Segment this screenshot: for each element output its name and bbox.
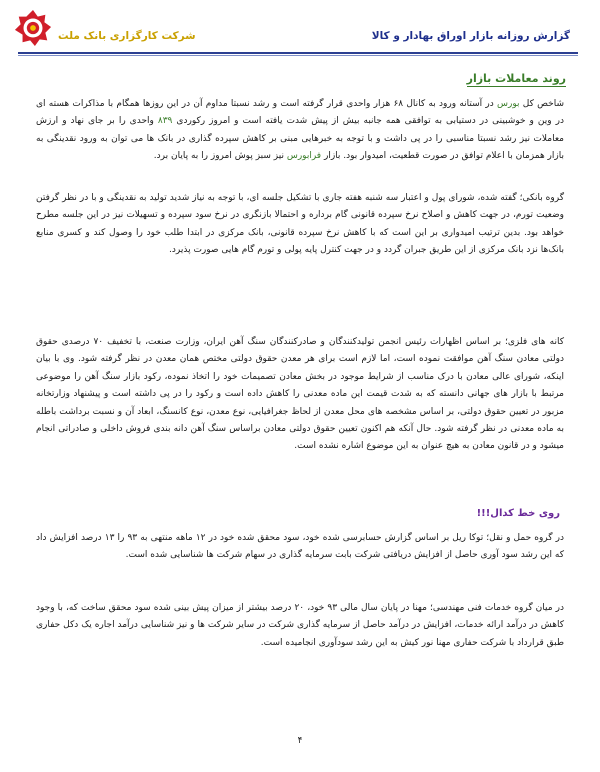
farabourse-highlight: فرابورس: [286, 151, 322, 162]
paragraph-metal-ores: کانه های فلزی؛ بر اساس اظهارات رئیس انجمن تولیدکنندگان و صادرکنندگان سنگ آهن ایران، وزارت صنعت، با تخفیف ۷۰ درصدی حقوق دولتی معادن سنگ آهن موافقت نموده است، اما لازم است برای هر معدن حقوق دولتی مختص همان معدن در نظر گرفته شود. وی با بیان اینکه، شورای عالی معادن با درک مناسب از شرایط موجود در بخش معادن تصمیمات خود را اتخاذ نموده، رکود بازار سنگ آهن را موضوعی مرتبط با بازار های جهانی دانسته که به شدت قیمت این ماده معدنی را کاهش داده است و رکود را در پی داشته است و پیشنهاد وزارتخانه مزبور در تعیین حقوق دولتی، بر اساس مشخصه های محل معدن از لحاظ جغرافیایی، نوع معدن، نوع کانسنگ، ابعاد آن و نسبت برداشت باطله به ماده معدنی در نظر گرفته شود. حال آنکه هم اکنون تعیین حقوق دولتی معادن براساس سنگ آهن دانه بندی فروش داخلی و صادراتی انجام میشود و در قانون معادن به هیچ عنوان به این موضوع اشاره نشده است.: [36, 337, 564, 452]
bourse-highlight: بورس: [497, 99, 520, 109]
record-highlight: ۸۳۹: [157, 116, 173, 127]
paragraph-engineering: در میان گروه خدمات فنی مهندسی؛ مهنا در پایان سال مالی ۹۳ خود، ۲۰ درصد بیشتر از میزان پیش بینی شده سود محقق ساخت که، با وجود کاهش در درآمد ارائه خدمات، افزایش در درآمد حاصل از سرمایه گذاری شرکت در سایر شرکت ها و نیز شناسایی درآمد اجاره یک دکل حفاری طبق قرارداد با شرکت حفاری مهنا نور کیش به این رشد سودآوری انجامیده است.: [36, 603, 564, 648]
codal-subtitle: روی خط کدال!!!: [476, 508, 560, 519]
paragraph-market-overview: شاخص کل بورس در آستانه ورود به کانال ۶۸ هزار واحدی قرار گرفته است و رشد نسبتا مداوم آن در این روزها همگام با مذاکرات هسته ای در وین و خوشبینی در دستیابی به توافقی همه جانبه بیش از پیش شدت یافته است و امروز رکوردی ۸۳۹ واحدی را بر جای نهاد و ارزش معاملات نیز رشد نسبتا مناسبی را در پی داشت و با توجه به خبرهایی مبنی بر کاهش سپرده گذاری در بانک ها می توان به ورود نقدینگی به بازار همزمان با اعلام توافق در صورت قطعیت، امیدوار بود. بازار فرابورس نیز سبز پوش امروز را به پایان برد.: [36, 99, 564, 162]
paragraph-transport: در گروه حمل و نقل؛ توکا ریل بر اساس گزارش حسابرسی شده خود، سود محقق شده خود در ۱۲ ماهه منتهی به ۹۳ را ۱۳ درصد افزایش داد که این رشد سود آوری حاصل از افزایش دریافتی شرکت بابت سرمایه گذاری در سهام شرکت ها شناسایی شده است.: [36, 533, 564, 561]
report-title: گزارش روزانه بازار اوراق بهادار و کالا: [371, 30, 570, 42]
page-header: [0, 0, 600, 56]
paragraph-banking: گروه بانکی؛ گفته شده، شورای پول و اعتبار سه شنبه هفته جاری با تشکیل جلسه ای، با توجه به نیاز شدید تولید به نقدینگی و با در نظر گرفتن وضعیت تورم، در جهت کاهش و اصلاح نرخ سپرده قانونی گام برداره و احتمالا بازنگری در نرخ سود سپرده و تسهیلات نیز در این جلسه مطرح خواهد بود. بدین ترتیب امیدواری بر این است که با کاهش نرخ سپرده قانونی، بانک مرکزی در ابتدا طلب خود را وصول کند و کسری منابع بانک‌ها نزد بانک مرکزی از این طریق جبران گردد و در جهت کنترل پایه پولی و تورم گام هایی صورت پذیرد.: [36, 193, 564, 256]
section-title: روند معاملات بازار: [466, 72, 566, 85]
page-number: ۴: [297, 736, 303, 746]
bank-mellat-logo-icon: [14, 9, 52, 47]
header-divider: [18, 52, 578, 54]
header-divider-thin: [18, 55, 578, 56]
company-name: شرکت کارگزاری بانک ملت: [58, 30, 196, 42]
